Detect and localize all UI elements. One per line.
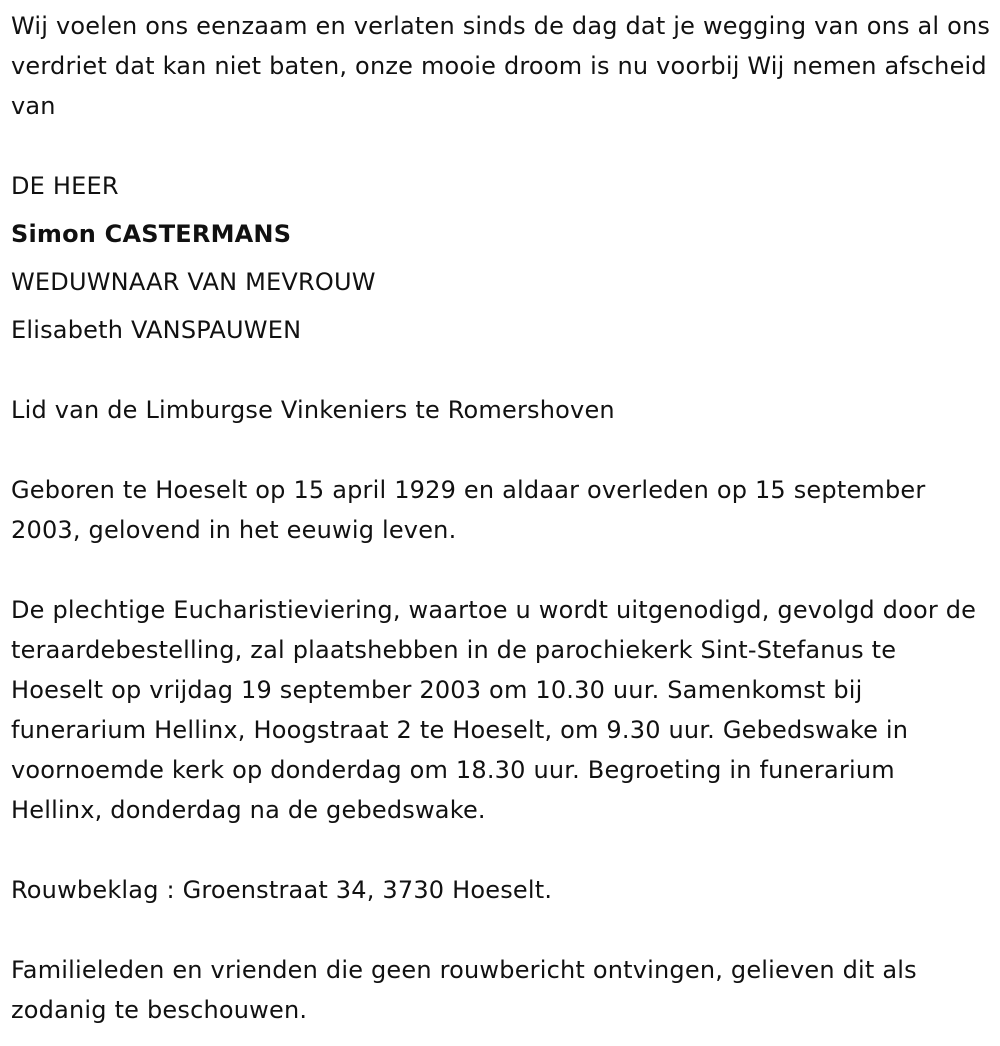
deceased-title: DE HEER [11,172,119,200]
spacer [11,350,991,390]
relation-text: WEDUWNAAR VAN MEVROUW [11,268,376,296]
deceased-name: Simon CASTERMANS [11,220,292,248]
ceremony-text: De plechtige Eucharistieviering, waartoe u wordt uitgenodigd, gevolgd door de teraardebestelling, zal plaatshebben in de parochiekerk Sint-Stefanus te Hoeselt op vrijdag 19 september 2003 om 10.30 uur. Samenkomst bij funerarium Hellinx, Hoogstraat 2 te Hoeselt, om 9.30 uur. Gebedswake in voornoemde kerk op donderdag om 18.30 uur. Begroeting in funerarium Hellinx, donderdag na de gebedswake. [11,596,977,824]
obituary-notice [11,6,991,1030]
spacer [11,126,991,166]
closing-text: Familieleden en vrienden die geen rouwbericht ontvingen, gelieven dit als zodanig te beschouwen. [11,956,917,1024]
membership-text: Lid van de Limburgse Vinkeniers te Romershoven [11,396,615,424]
mourning-address: Rouwbeklag : Groenstraat 34, 3730 Hoeselt. [11,876,553,904]
deceased-block [11,166,991,350]
birth-death-text: Geboren te Hoeselt op 15 april 1929 en aldaar overleden op 15 september 2003, gelovend in het eeuwig leven. [11,476,926,544]
spacer [11,910,991,950]
spacer [11,550,991,590]
spacer [11,430,991,470]
spacer [11,830,991,870]
spouse-name: Elisabeth VANSPAUWEN [11,316,302,344]
intro-text: Wij voelen ons eenzaam en verlaten sinds de dag dat je wegging van ons al ons verdriet dat kan niet baten, onze mooie droom is nu voorbij Wij nemen afscheid van [11,12,991,120]
